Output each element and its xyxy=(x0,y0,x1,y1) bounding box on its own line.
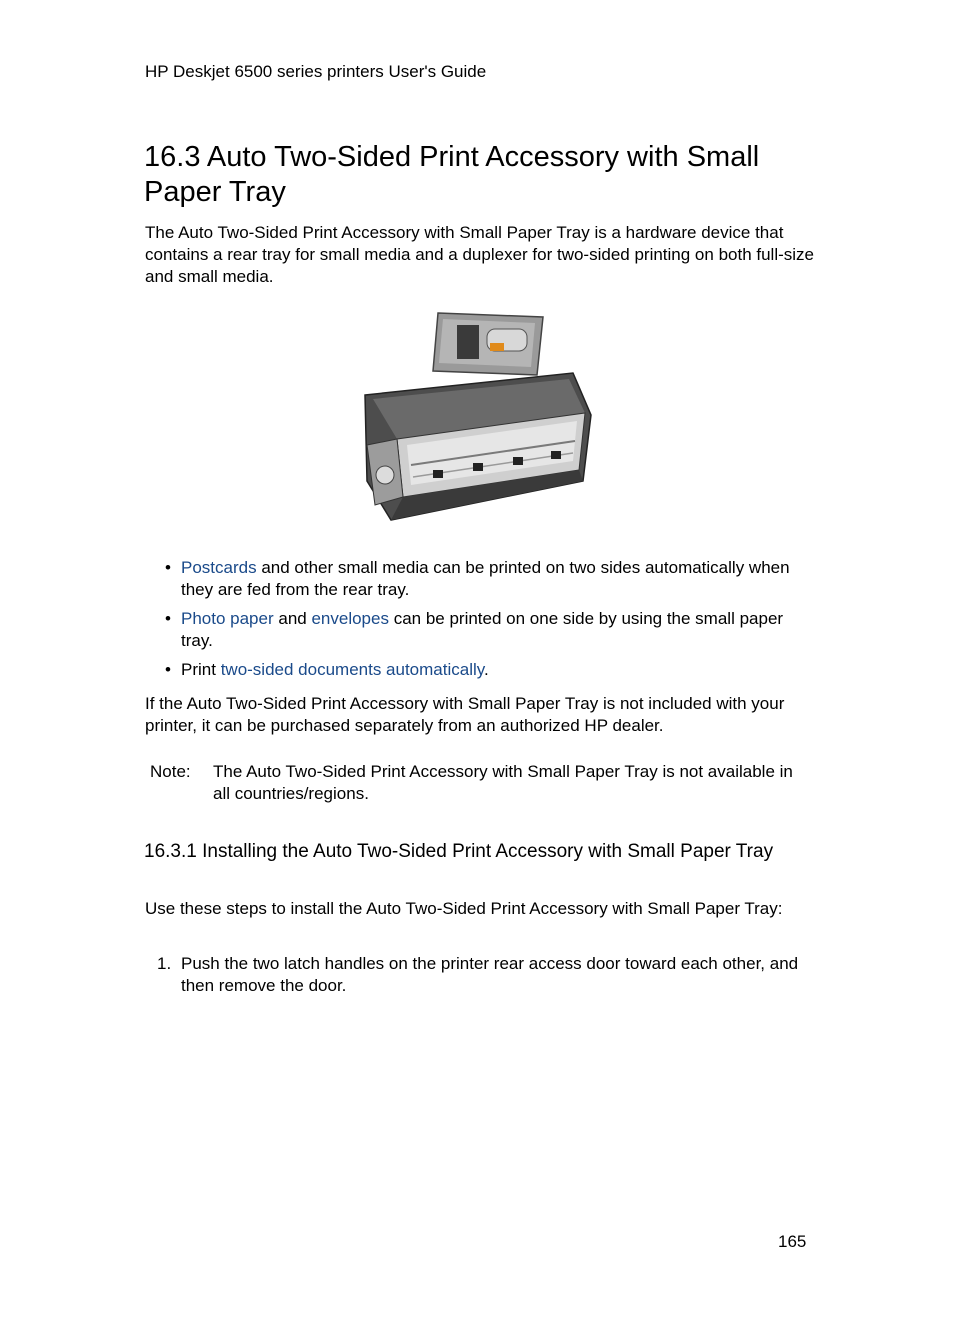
feature-list xyxy=(145,557,815,688)
list-item xyxy=(145,659,815,681)
running-header: HP Deskjet 6500 series printers User's Guide xyxy=(145,62,487,81)
availability-paragraph: If the Auto Two-Sided Print Accessory with Small Paper Tray is not included with your printer, it can be purchased separately from an authorized HP dealer. xyxy=(145,694,785,735)
list-item-text: . xyxy=(484,660,489,679)
intro-paragraph: The Auto Two-Sided Print Accessory with Small Paper Tray is a hardware device that contains a rear tray for small media and a duplexer for two-sided printing on both full-size and small media. xyxy=(145,223,815,286)
two-sided-documents-link[interactable]: two-sided documents automatically xyxy=(220,660,484,679)
list-item-text: and xyxy=(273,609,312,628)
list-item-text: can be printed on one side by using the small paper tray. xyxy=(181,609,784,650)
list-item xyxy=(145,557,815,601)
bullet-icon: • xyxy=(165,609,171,628)
list-item-text: Print xyxy=(181,660,221,679)
subsection-title: 16.3.1 Installing the Auto Two-Sided Print Accessory with Small Paper Tray xyxy=(144,841,774,862)
bullet-icon: • xyxy=(165,558,171,577)
photo-paper-link[interactable]: Photo paper xyxy=(181,609,274,628)
step-number: 1. xyxy=(157,954,172,973)
note-label: Note: xyxy=(150,762,191,781)
step-text: Push the two latch handles on the printer rear access door toward each other, and then remove the door. xyxy=(181,954,799,995)
section-title: 16.3 Auto Two-Sided Print Accessory with Small Paper Tray xyxy=(144,141,760,208)
note-text: The Auto Two-Sided Print Accessory with Small Paper Tray is not available in all countries/regions. xyxy=(213,762,793,803)
duplexer-illustration xyxy=(355,305,595,527)
envelopes-link[interactable]: envelopes xyxy=(311,609,389,628)
bullet-icon: • xyxy=(165,660,171,679)
page-number: 165 xyxy=(778,1232,807,1251)
subsection-intro: Use these steps to install the Auto Two-Sided Print Accessory with Small Paper Tray: xyxy=(145,899,783,918)
list-item-text: and other small media can be printed on two sides automatically when they are fed from the rear tray. xyxy=(181,558,790,599)
postcards-link[interactable]: Postcards xyxy=(181,558,257,577)
list-item xyxy=(145,608,815,652)
